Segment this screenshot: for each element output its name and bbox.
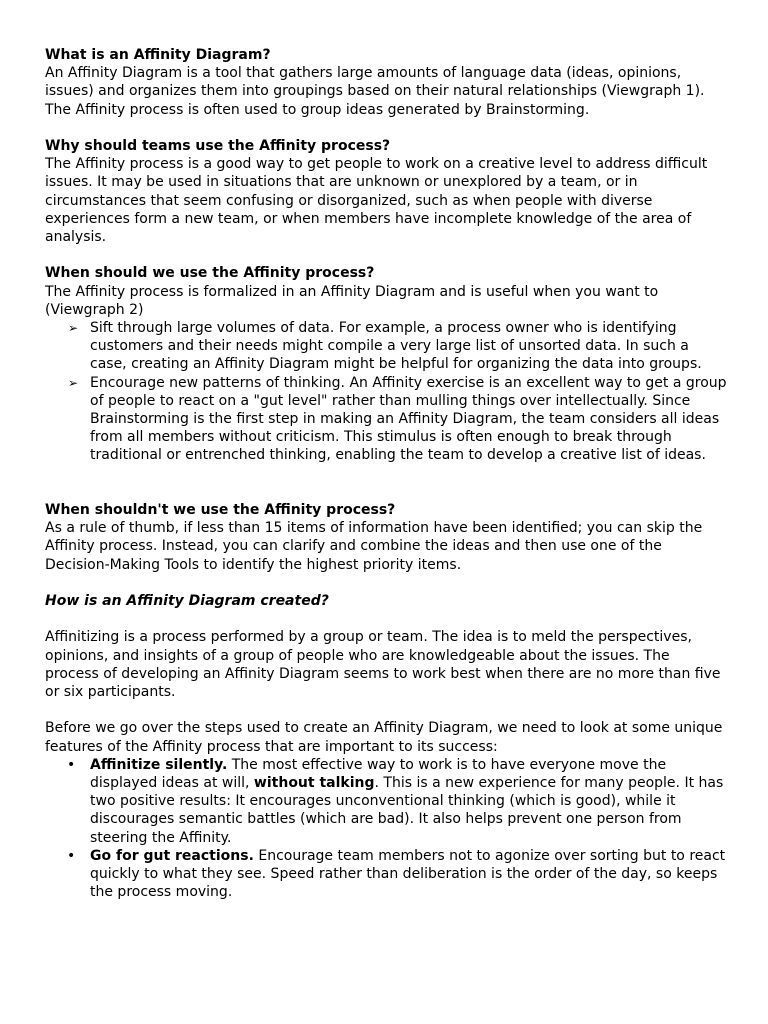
list-item-text: Encourage new patterns of thinking. An Affinity exercise is an excellent way to get a group of people to react on a "gut level" rather than mulling things over intellectually. Since Brainstorming is the first step in making an Affinity Diagram, the team considers all ideas from all members without criticism. This stimulus is often enough to break through traditional or entrenched thinking, enabling the team to develop a creative list of ideas. bbox=[90, 374, 727, 464]
arrow-bullet-icon: ➢ bbox=[68, 375, 79, 390]
paragraph-features-intro: Before we go over the steps used to create an Affinity Diagram, we need to look at some unique features of the Affinity process that are important to its success: bbox=[45, 720, 723, 755]
list-item-text: Sift through large volumes of data. For example, a process owner who is identifying customers and their needs might compile a very large list of unsorted data. In such a case, creating an Affinity Diagram might be helpful for organizing the data into groups. bbox=[90, 320, 702, 373]
list-item bbox=[45, 374, 727, 465]
dot-bullet-list bbox=[45, 756, 727, 902]
heading-when-use: When should we use the Affinity process? bbox=[45, 265, 375, 282]
feature-emphasis: without talking bbox=[253, 775, 375, 792]
feature-text: Encourage team members not to agonize over sorting but to react quickly to what they see. Speed rather than deliberation is the order of the day, so keeps the process moving. bbox=[90, 847, 726, 901]
spacer bbox=[45, 483, 727, 501]
section-how-created bbox=[45, 592, 727, 610]
section-affinitizing bbox=[45, 628, 727, 701]
feature-title: Affinitize silently. bbox=[90, 756, 228, 773]
arrow-bullet-icon: ➢ bbox=[68, 321, 79, 336]
list-item bbox=[45, 319, 727, 374]
heading-when-not-use: When shouldn't we use the Affinity process? bbox=[45, 502, 396, 519]
heading-why-use: Why should teams use the Affinity process? bbox=[45, 138, 391, 154]
section-when-not-use bbox=[45, 501, 727, 574]
feature-title: Go for gut reactions. bbox=[90, 847, 254, 864]
paragraph-when-use: The Affinity process is formalized in an Affinity Diagram and is useful when you want to (Viewgraph 2) bbox=[45, 283, 659, 318]
list-item bbox=[45, 756, 727, 847]
section-what-is bbox=[45, 46, 727, 119]
paragraph-why-use: The Affinity process is a good way to get people to work on a creative level to address difficult issues. It may be used in situations that are unknown or unexplored by a team, or in circumstances that seem confusing or disorganized, such as when people with diverse experiences form a new team, or when members have incomplete knowledge of the area of analysis. bbox=[45, 156, 708, 246]
section-features bbox=[45, 719, 727, 901]
paragraph-what-is: An Affinity Diagram is a tool that gathers large amounts of language data (ideas, opinions, issues) and organizes them into groupings based on their natural relationships (Viewgraph 1). The Affinity process is often used to group ideas generated by Brainstorming. bbox=[45, 65, 705, 118]
paragraph-affinitizing: Affinitizing is a process performed by a group or team. The idea is to meld the perspectives, opinions, and insights of a group of people who are knowledgeable about the issues. The process of developing an Affinity Diagram seems to work best when there are no more than five or six participants. bbox=[45, 629, 721, 701]
dot-bullet-icon: • bbox=[67, 756, 76, 773]
list-item bbox=[45, 847, 727, 902]
heading-what-is: What is an Affinity Diagram? bbox=[45, 47, 271, 63]
heading-how-created: How is an Affinity Diagram created? bbox=[45, 593, 329, 610]
feature-text: . This is a new experience for many people. It has two positive results: It encourages unconventional thinking (which is good), while it discourages semantic battles (which are bad). It also helps prevent one person from steering the Affinity. bbox=[90, 775, 724, 846]
dot-bullet-icon: • bbox=[67, 847, 76, 864]
section-when-use bbox=[45, 264, 727, 464]
arrow-bullet-list bbox=[45, 319, 727, 465]
section-why-use bbox=[45, 137, 727, 246]
feature-text: The most effective way to work is to have everyone move the displayed ideas at will, bbox=[90, 756, 667, 792]
document-page bbox=[45, 46, 727, 920]
paragraph-when-not-use: As a rule of thumb, if less than 15 items of information have been identified; you can skip the Affinity process. Instead, you can clarify and combine the ideas and then use one of the Decision-Making Tools to identify the highest priority items. bbox=[45, 520, 703, 573]
